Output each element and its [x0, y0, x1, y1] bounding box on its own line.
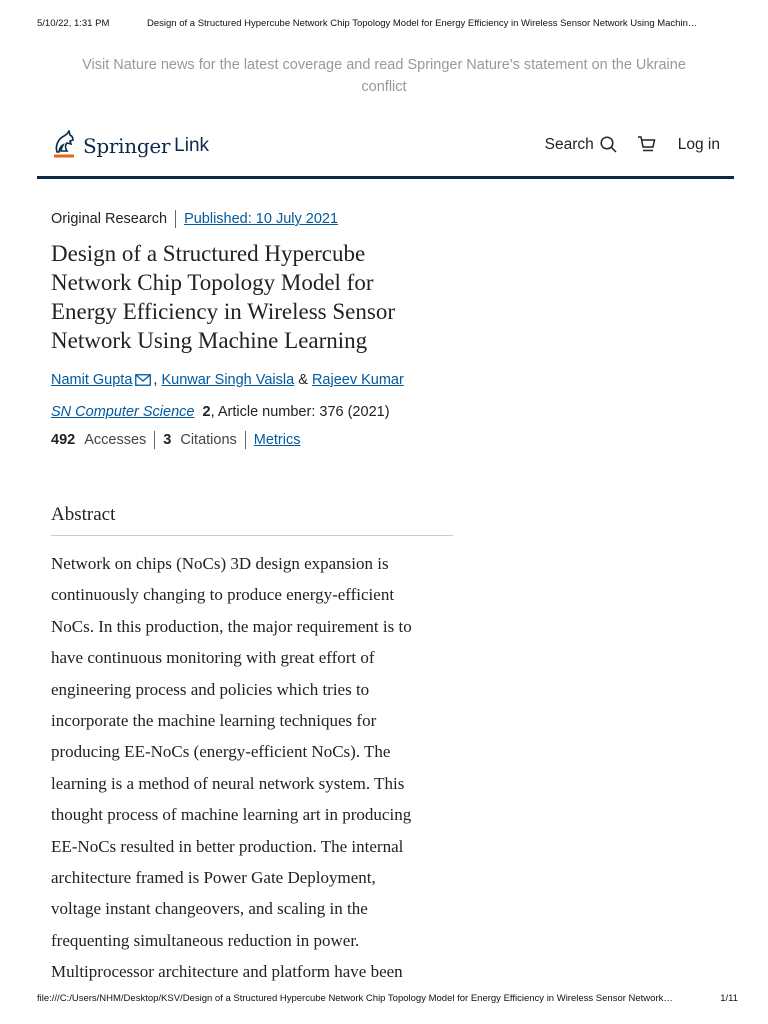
abstract-line: continuously changing to produce energy-efficient [51, 585, 395, 605]
published-date-link[interactable]: Published: 10 July 2021 [184, 211, 339, 227]
print-doc-title: Design of a Structured Hypercube Network Chip Topology Model for Energy Efficiency in Wireless Sensor Network Using Machin… [147, 18, 698, 29]
author-ampersand: & [298, 372, 308, 388]
title-line: Network Using Machine Learning [51, 328, 368, 353]
journal-article-number: , Article number: 376 (2021) [210, 404, 390, 420]
title-line: Design of a Structured Hypercube [51, 241, 366, 266]
abstract-line: have continuous monitoring with great effort of [51, 648, 375, 668]
article-metrics [51, 431, 451, 449]
abstract-line: producing EE-NoCs (energy-efficient NoCs). The [51, 742, 391, 762]
cart-icon [637, 135, 656, 154]
abstract-line: learning is a method of neural network system. This [51, 773, 405, 793]
article-title [51, 239, 451, 355]
abstract-text [51, 548, 456, 988]
title-line: Energy Efficiency in Wireless Sensor [51, 299, 395, 324]
abstract-line: Multiprocessor architecture and platform have been [51, 962, 403, 982]
search-icon [600, 136, 617, 153]
accesses-label: Accesses [84, 432, 147, 448]
site-header [37, 124, 734, 179]
mail-icon[interactable] [135, 374, 151, 386]
abstract-line: frequenting simultaneous reduction in power. [51, 930, 360, 950]
print-footer [37, 993, 738, 1004]
logo-link-text: Link [174, 135, 210, 156]
abstract-line: voltage instant changeovers, and scaling in the [51, 899, 368, 919]
abstract-line: incorporate the machine learning techniques for [51, 711, 377, 731]
accesses-count: 492 [51, 432, 76, 448]
search-label: Search [544, 135, 594, 153]
author-list [51, 372, 451, 388]
author-comma: , [153, 372, 158, 388]
abstract-line: Network on chips (NoCs) 3D design expansion is [51, 554, 389, 573]
author-link-namit-gupta[interactable]: Namit Gupta [51, 372, 133, 388]
journal-citation [51, 404, 451, 420]
meta-divider [175, 210, 176, 228]
title-line: Network Chip Topology Model for [51, 270, 374, 295]
author-link-kunwar-singh-vaisla[interactable]: Kunwar Singh Vaisla [161, 372, 295, 388]
abstract-line: NoCs. In this production, the major requirement is to [51, 616, 412, 636]
metrics-divider [245, 431, 246, 449]
header-nav [545, 135, 720, 154]
search-button[interactable] [545, 136, 617, 154]
banner-line-2: conflict [361, 79, 407, 95]
metrics-link[interactable]: Metrics [253, 432, 301, 448]
journal-volume: 2 [202, 404, 211, 420]
logo-springer-text: Springer [83, 134, 171, 158]
abstract-line: architecture framed is Power Gate Deployment, [51, 868, 376, 888]
abstract-heading: Abstract [51, 504, 453, 536]
banner-line-1: Visit Nature news for the latest coverage and read Springer Nature's statement on the Ukraine [82, 57, 686, 73]
article-meta [51, 210, 451, 228]
abstract-line: EE-NoCs resulted in better production. The internal [51, 836, 404, 856]
springer-link-logo[interactable] [51, 130, 209, 162]
abstract-line: engineering process and policies which tries to [51, 679, 370, 699]
article-header [51, 210, 451, 449]
login-link[interactable]: Log in [677, 135, 720, 153]
print-date: 5/10/22, 1:31 PM [37, 18, 110, 29]
citations-count: 3 [163, 432, 172, 448]
citations-label: Citations [180, 432, 237, 448]
ukraine-banner[interactable] [60, 54, 708, 98]
print-page-count: 1/11 [720, 993, 738, 1004]
cart-button[interactable] [637, 135, 656, 154]
print-file-path: file:///C:/Users/NHM/Desktop/KSV/Design of a Structured Hypercube Network Chip Topology Model for Energy Efficiency in Wireless Sensor Network… [37, 993, 673, 1004]
author-link-rajeev-kumar[interactable]: Rajeev Kumar [311, 372, 404, 388]
article-type: Original Research [51, 211, 168, 227]
journal-link[interactable]: SN Computer Science [51, 404, 195, 420]
print-header [37, 18, 738, 29]
springer-horse-icon [51, 130, 77, 162]
abstract-line: thought process of machine learning art in producing [51, 805, 412, 825]
metrics-divider [154, 431, 155, 449]
